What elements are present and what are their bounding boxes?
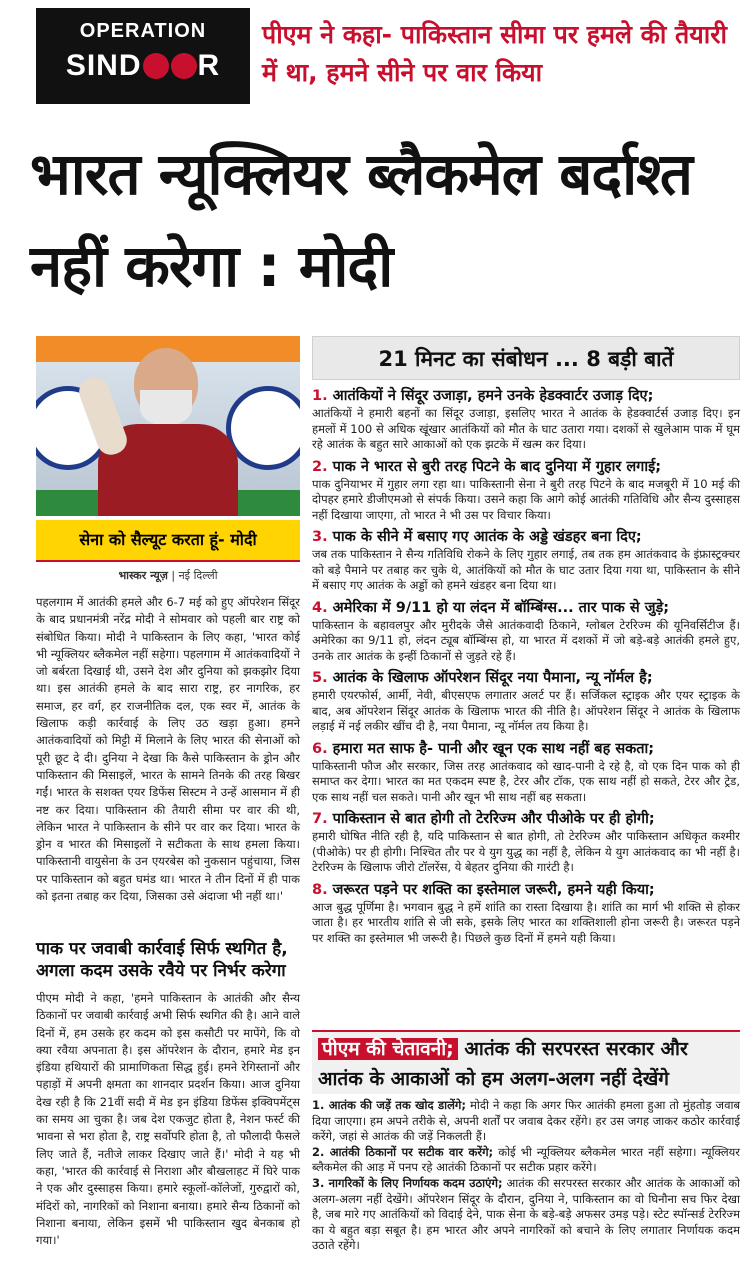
key-point-title: 7. पाकिस्तान से बात होगी तो टेररिज्म और पीओके पर ही होगी; [312, 811, 655, 827]
key-point-body: आज बुद्ध पूर्णिमा है। भगवान बुद्ध ने हमें शांति का रास्ता दिखाया है। शांति का मार्ग भी शक्ति से होकर जाता है। हर भारतीय शांति से जी सके, इसके लिए भारत का शक्तिशाली होना जरूरी है। जरूरत पड़ने पर शक्ति का इस्तेमाल भी जरूरी है। पिछले कुछ दिनों में हमने यही किया। [312, 899, 740, 945]
logo-line-2 [36, 49, 250, 83]
modi-photo [36, 336, 300, 516]
key-point-body: पाकिस्तानी फौज और सरकार, जिस तरह आतंकवाद को खाद-पानी दे रहे है, वो एक दिन पाक को ही समाप्त कर देगा। भारत का मत एकदम स्पष्ट है, टेरर और टॉक, एक साथ नहीं हो सकते, टेरर और ट्रेड, एक साथ नहीं चल सकते। पानी और खून भी साथ नहीं बह सकता। [312, 758, 740, 804]
key-point-body: पाकिस्तान के बहावलपुर और मुरीदके जैसे आतंकवादी ठिकाने, ग्लोबल टेररिज्म की यूनिवर्सिटीज हैं। अमेरिका का 9/11 हो, लंदन ट्यूब बॉम्बिंग्स हो, या भारत में दशकों में जो बड़े-बड़े आतंकी हमले हुए, उनके तार आतंक के इन्हीं ठिकानों से जुड़ते रहे हैं। [312, 617, 740, 663]
key-point-body: हमारी घोषित नीति रही है, यदि पाकिस्तान से बात होगी, तो टेररिज्म और पाकिस्तान अधिकृत कश्मीर (पीओके) पर ही होगी। निश्चित तौर पर ये युग युद्ध का नहीं है, लेकिन ये युग आतंकवाद का भी नहीं है। टेररिज्म के खिलाफ जीरो टॉलरेंस, ये बेहतर दुनिया की गारंटी है। [312, 829, 740, 874]
sindoor-dot-icon [143, 53, 169, 79]
logo-line-1: OPERATION [79, 20, 207, 42]
key-point-body: जब तक पाकिस्तान ने सैन्य गतिविधि रोकने के लिए गुहार लगाई, तब तक हम आतंकवाद के इंफ्रास्ट्रक्चर को बड़े पैमाने पर तबाह कर चुके थे, आतंकियों को मौत के घाट उतार दिया गया था, पाकिस्तान के सीने में बसाए गए आतंक के अड्डों को हमने खंडहर बना दिया था। [312, 547, 740, 592]
story-paragraph-2: पीएम मोदी ने कहा, 'हमने पाकिस्तान के आतंकी और सैन्य ठिकानों पर जवाबी कार्रवाई अभी सिर्फ स्थगित की है। आने वाले दिनों में, हम उसके हर कदम को इस कसौटी पर मापेंगे, कि वो क्या रवैया अपनाता है। इस ऑपरेशन के दौरान, हमारे मेड इन इंडिया हथियारों की प्रामाणिकता सिद्ध हुई। हमने रेगिस्तानों और पहाड़ों में अपनी क्षमता का शानदार प्रदर्शन किया। आज दुनिया देख रही है कि 21वीं सदी में मेड इन इंडिया डिफेंस इक्विपमेंट्स का समय आ चुका है। जब देश एकजुट होता है, नेशन फर्स्ट की भावना से भरा होता है, राष्ट्र सर्वोपरि होता है, तो फौलादी फैसले लिए जाते हैं, नतीजे लाकर दिखाए जाते हैं।' मोदी ने यह भी कहा, 'भारत की कार्रवाई से निराशा और बौखलाहट में घिरे पाक ने एक और दुस्साहस किया। हमारे स्कूलों-कॉलेजों, गुरुद्वारों को, मंदिरों को, नागरिकों को निशाना बनाया। हमारे सैन्य ठिकानों को निशाना बनाया, लेकिन इसमें भी पाकिस्तान खुद बेनकाब हो गया।' [36, 991, 300, 1248]
key-point [312, 527, 740, 594]
warning-item [312, 1098, 740, 1145]
story-subheading: पाक पर जवाबी कार्रवाई सिर्फ स्थगित है, अगला कदम उसके रवैये पर निर्भर करेगा [36, 939, 288, 981]
story-paragraph-1: पहलगाम में आतंकी हमले और 6-7 मई को हुए ऑपरेशन सिंदूर के बाद प्रधानमंत्री नरेंद्र मोदी ने सोमवार को पहली बार राष्ट्र को संबोधित किया। मोदी ने पाकिस्तान के लिए कहा, 'भारत कोई भी न्यूक्लियर ब्लैकमेल नहीं सहेगा। पहलगाम में आतंकवादियों ने जो बर्बरता दिखाई थी, उसने देश और दुनिया को झकझोर दिया था। इस आतंकी हमले के बाद सारा राष्ट्र, हर नागरिक, हर समाज, हर वर्ग, हर राजनीतिक दल, एक स्वर में, आतंक के खिलाफ कड़ी कार्रवाई के लिए उठ खड़ा हुआ। हमने आतंकवादियों को मिट्टी में मिलाने के लिए भारत की सेनाओं को पूरी छूट दे दी। दुनिया ने देखा कि कैसे पाकिस्तान के ड्रोन और पाकिस्तान की मिसाइलें, भारत के सामने तिनके की तरह बिखर गईं। भारत के सशक्त एयर डिफेंस सिस्टम ने उन्हें आसमान में ही नष्ट कर दिया। पाकिस्तान की तैयारी सीमा पर वार की थी, लेकिन भारत ने पाकिस्तान के सीने पर वार कर दिया। भारत के ड्रोन व भारत की मिसाइलों ने सटीकता के साथ हमला किया। पाकिस्तानी वायुसेना के उन एयरबेस को नुकसान पहुंचाया, जिस पर पाकिस्तान को बहुत घमंड था। भारत ने तीन दिनों में ही पाक को इतना तबाह कर दिया, जिसका उसे अंदाजा भी नहीं था।' [36, 595, 300, 904]
warning-item-body: कोई भी न्यूक्लियर ब्लैकमेल भारत नहीं सहेगा। न्यूक्लियर ब्लैकमेल की आड़ में पनप रहे आतंकी ठिकानों पर सटीक प्रहार करेंगे। [312, 1144, 740, 1175]
key-point [312, 386, 740, 453]
warning-item-body: आतंक की सरपरस्त सरकार और आतंक के आकाओं को अलग-अलग नहीं देखेंगे। ऑपरेशन सिंदूर के दौरान, दुनिया ने, पाकिस्तान का वो घिनौना सच फिर देखा है, जब मारे गए आतंकियों को विदाई देने, पाक सेना के बड़े-बड़े अफसर उमड़ पड़े। स्टेट स्पॉन्सर्ड टेररिज्म का ये बहुत बड़ा सबूत है। हम भारत और अपने नागरिकों को बचाने के लिए लगातार निर्णायक कदम उठाते रहेंगे। [312, 1175, 741, 1253]
byline: भास्कर न्यूज़ | नई दिल्ली [118, 569, 218, 582]
warning-list [312, 1098, 740, 1254]
warning-item [312, 1176, 740, 1254]
key-point [312, 809, 740, 876]
key-point-title: 6. हमारा मत साफ है- पानी और खून एक साथ नहीं बह सकता; [312, 740, 655, 757]
byline-source: भास्कर न्यूज़ [118, 569, 168, 582]
logo-text-b: R [197, 49, 221, 82]
warning-item-title: 2. आतंकी ठिकानों पर सटीक वार करेंगे; [312, 1144, 494, 1159]
operation-sindoor-logo [36, 8, 250, 104]
key-point [312, 598, 740, 665]
pm-warning-heading [312, 1030, 740, 1094]
key-points-list [312, 386, 740, 950]
byline-place: नई दिल्ली [178, 569, 218, 582]
top-headline: पीएम ने कहा- पाकिस्तान सीमा पर हमले की तैयारी में था, हमने सीने पर वार किया [262, 20, 727, 87]
warning-headline: आतंक की सरपरस्त सरकार और आतंक के आकाओं को हम अलग-अलग नहीं देखेंगे [318, 1038, 688, 1090]
main-headline: भारत न्यूक्लियर ब्लैकमेल बर्दाश्त नहीं करेगा : मोदी [30, 140, 692, 300]
key-point-title: 8. जरूरत पड़ने पर शक्ति का इस्तेमाल जरूरी, हमने यही किया; [312, 881, 655, 898]
sindoor-dot-icon [171, 53, 197, 79]
warning-label: पीएम की चेतावनी; [318, 1038, 458, 1060]
key-point-body: पाक दुनियाभर में गुहार लगा रहा था। पाकिस्तानी सेना ने बुरी तरह पिटने के बाद मजबूरी में 10 मई की दोपहर हमारे डीजीएमओ से संपर्क किया। उसने कहा कि आगे कोई आतंकी गतिविधि और सैन्य दुस्साहस नहीं दिखाया जाएगा, तो भारत ने भी उस पर विचार किया। [312, 476, 740, 522]
key-point-title: 2. पाक ने भारत से बुरी तरह पिटने के बाद दुनिया में गुहार लगाई; [312, 458, 662, 475]
key-point-title: 5. आतंक के खिलाफ ऑपरेशन सिंदूर नया पैमाना, न्यू नॉर्मल है; [312, 670, 653, 686]
beard-shape [140, 390, 192, 426]
logo-text-a: SIND [65, 49, 142, 82]
warning-item [312, 1145, 740, 1176]
key-point-body: हमारी एयरफोर्स, आर्मी, नेवी, बीएसएफ लगातार अलर्ट पर हैं। सर्जिकल स्ट्राइक और एयर स्ट्राइक के बाद, अब ऑपरेशन सिंदूर आतंक के खिलाफ भारत की नीति है। ऑपरेशन सिंदूर ने आतंक के खिलाफ लड़ाई में नई लकीर खींच दी है, नया पैमाना, न्यू नॉर्मल तय किया है। [312, 688, 740, 733]
key-point-title: 4. अमेरिका में 9/11 हो या लंदन में बॉम्बिंग्स... तार पाक से जुड़े; [312, 599, 670, 616]
key-point [312, 739, 740, 806]
key-point-body: आतंकियों ने हमारी बहनों का सिंदूर उजाड़ा, इसलिए भारत ने आतंक के हेडक्वार्टर्स उजाड़ दिए। इन हमलों में 100 से अधिक खूंखार आतंकियों को मौत के घाट उतारा गया। दशकों से खुलेआम पाक में घूम रहे आतंक के बहुत सारे आकाओं को एक झटके में खत्म कर दिया। [312, 406, 740, 451]
key-point [312, 880, 740, 947]
warning-item-title: 1. आतंक की जड़ें तक खोद डालेंगे; [312, 1098, 466, 1112]
warning-item-body: मोदी ने कहा कि अगर फिर आतंकी हमला हुआ तो मुंहतोड़ जवाब दिया जाएगा। हम अपने तरीके से, अपनी शर्तों पर जवाब देकर रहेंगे। हर उस जगह जाकर कठोर कार्रवाई करेंगे, जहां से आतंक की जड़ें निकलती हैं। [312, 1098, 741, 1144]
key-point [312, 668, 740, 735]
key-point-title: 3. पाक के सीने में बसाए गए आतंक के अड्डे खंडहर बना दिए; [312, 529, 642, 545]
sidebar-title: 21 मिनट का संबोधन ... 8 बड़ी बातें [312, 336, 740, 380]
warning-item-title: 3. नागरिकों के लिए निर्णायक कदम उठाएंगे; [312, 1175, 503, 1190]
photo-caption: सेना को सैल्यूट करता हूं- मोदी [36, 520, 300, 562]
key-point-title: 1. आतंकियों ने सिंदूर उजाड़ा, हमने उनके हेडक्वार्टर उजाड़ दिए; [312, 388, 654, 404]
key-point [312, 457, 740, 524]
